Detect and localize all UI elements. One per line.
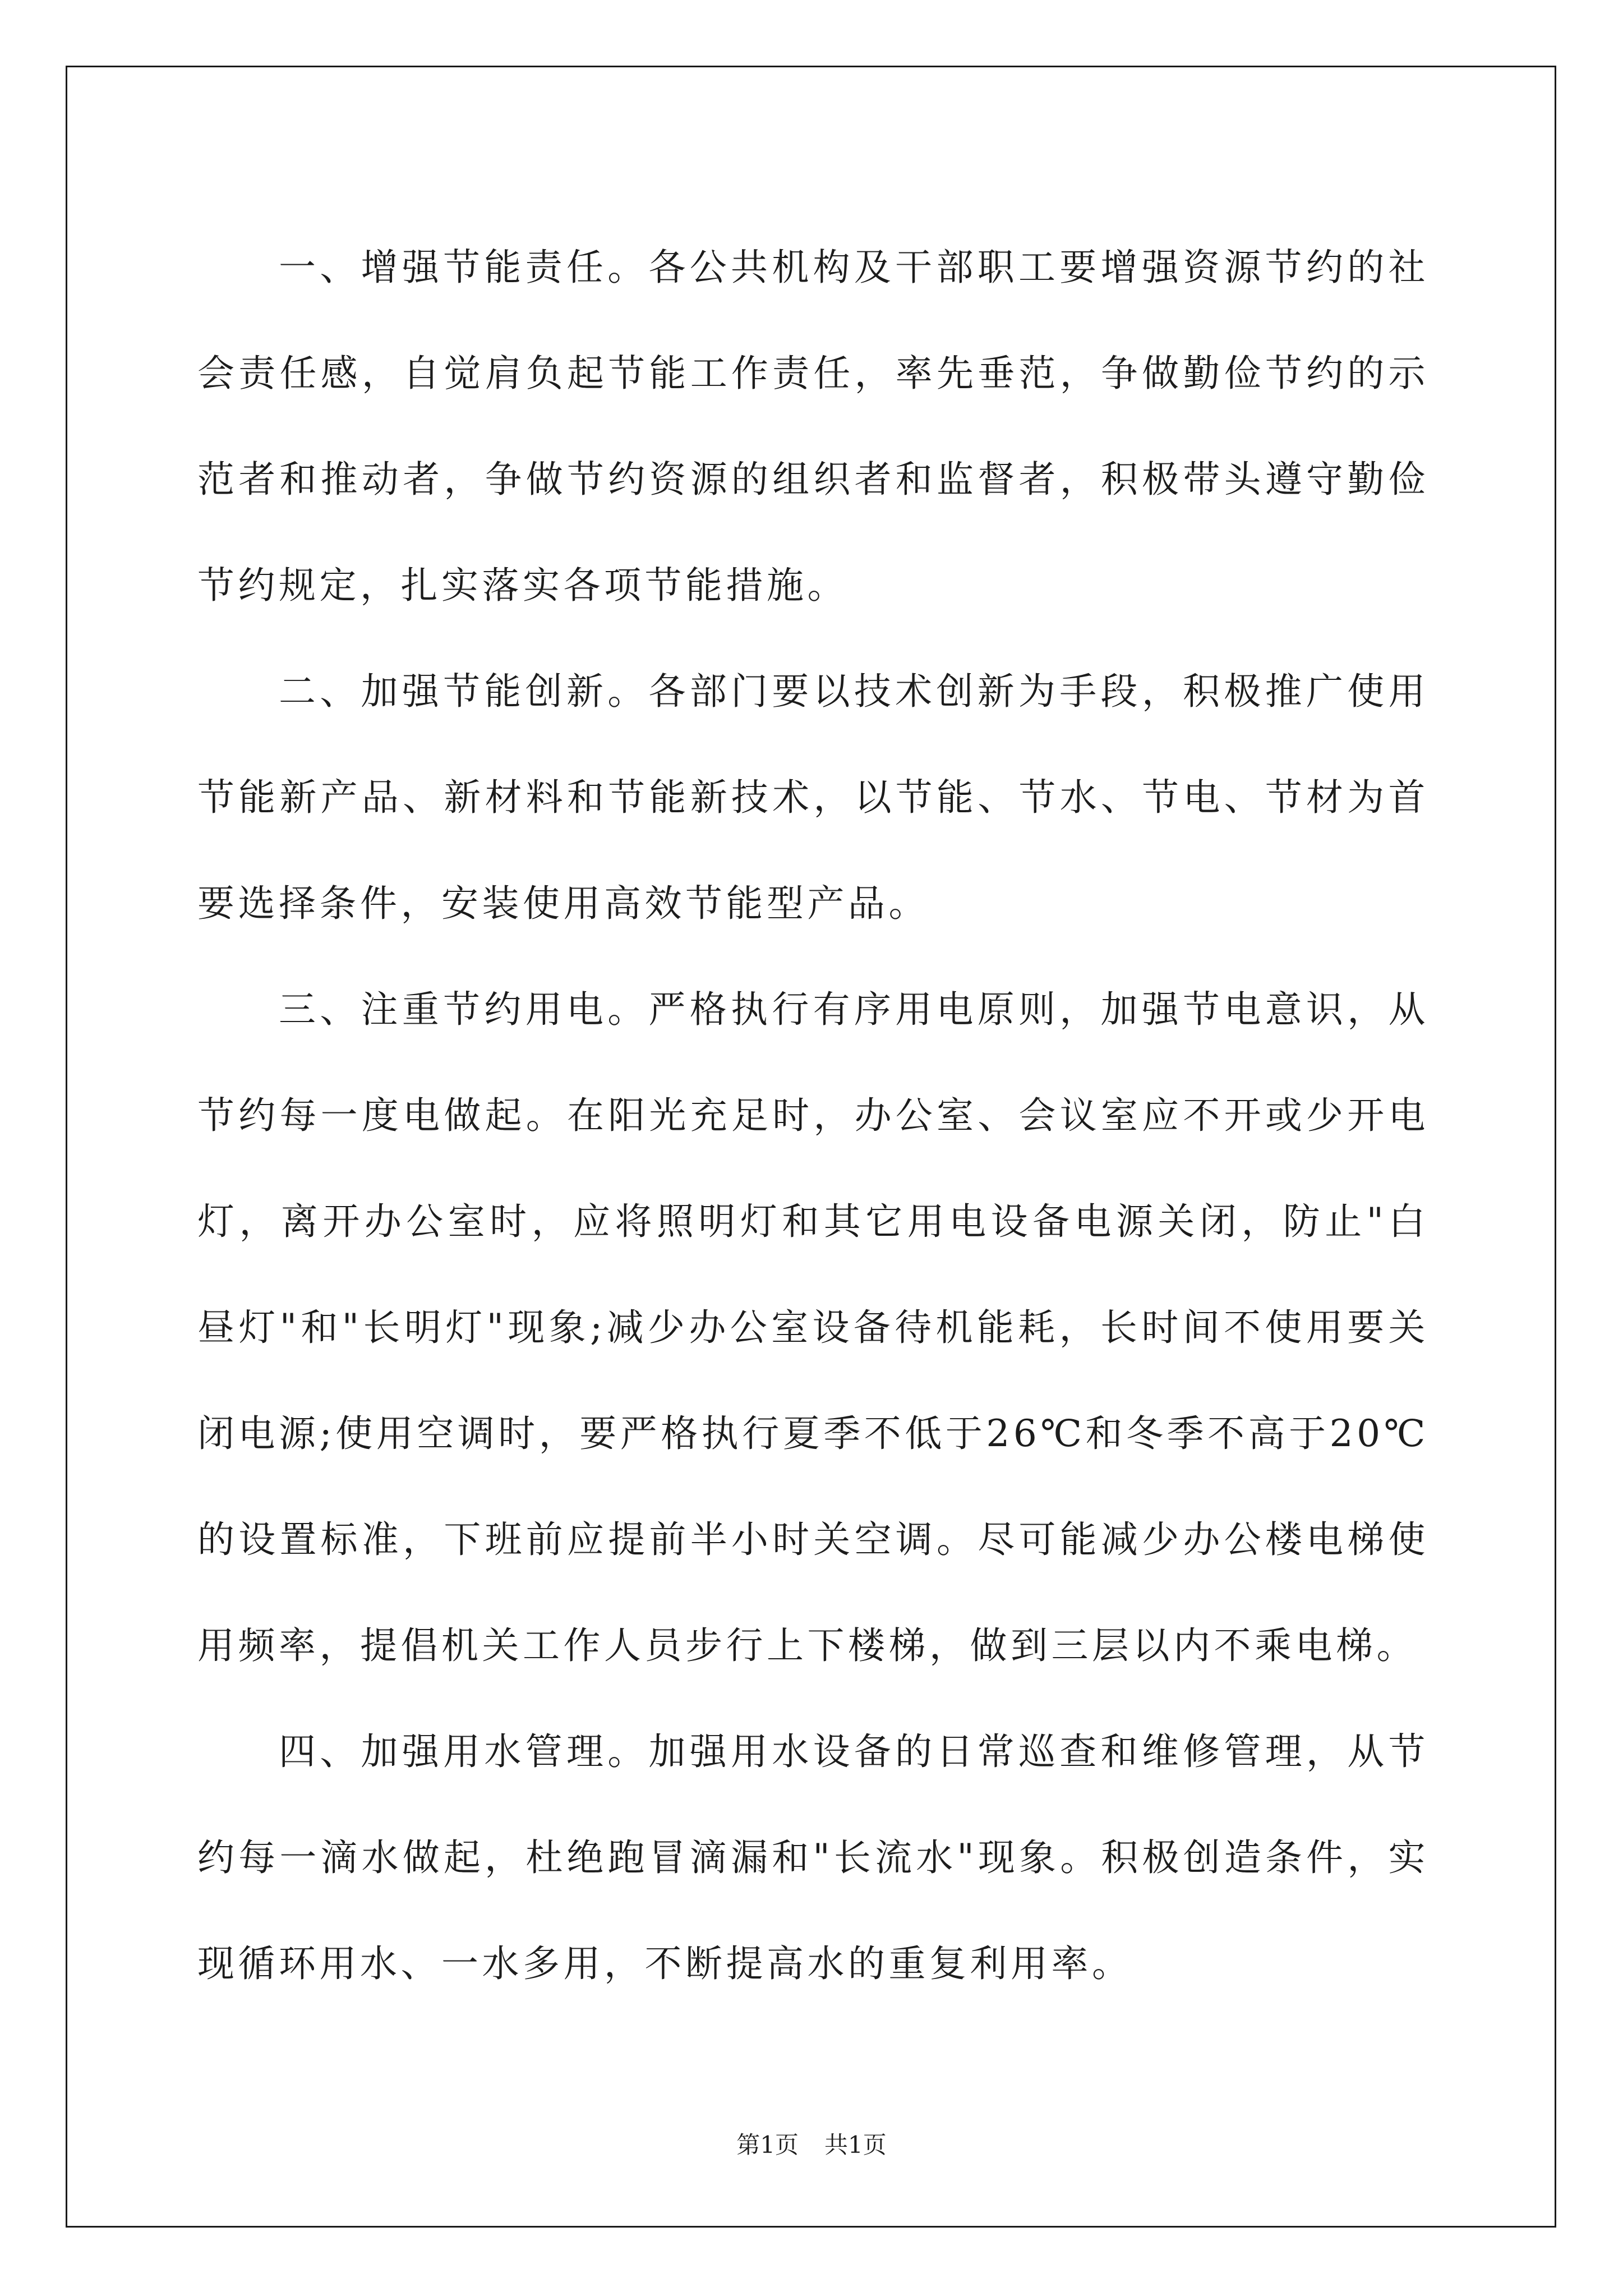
page-footer xyxy=(0,2129,1623,2161)
page-number: 第1页 xyxy=(736,2131,799,2159)
paragraph-2: 二、加强节能创新。各部门要以技术创新为手段，积极推广使用节能新产品、新材料和节能新技术，以节能、节水、节电、节材为首要选择条件，安装使用高效节能型产品。 xyxy=(197,670,1429,925)
paragraph-4: 四、加强用水管理。加强用水设备的日常巡查和维修管理，从节约每一滴水做起，杜绝跑冒滴漏和"长流水"现象。积极创造条件，实现循环用水、一水多用，不断提高水的重复利用率。 xyxy=(197,1730,1429,1985)
document-body xyxy=(197,214,1429,2017)
paragraph-3: 三、注重节约用电。严格执行有序用电原则，加强节电意识，从节约每一度电做起。在阳光充足时，办公室、会议室应不开或少开电灯，离开办公室时，应将照明灯和其它用电设备电源关闭，防止"白昼灯"和"长明灯"现象;减少办公室设备待机能耗，长时间不使用要关闭电源;使用空调时，要严格执行夏季不低于26℃和冬季不高于20℃的设置标准，下班前应提前半小时关空调。尽可能减少办公楼电梯使用频率，提倡机关工作人员步行上下楼梯，做到三层以内不乘电梯。 xyxy=(197,988,1429,1667)
paragraph-1: 一、增强节能责任。各公共机构及干部职工要增强资源节约的社会责任感，自觉肩负起节能工作责任，率先垂范，争做勤俭节约的示范者和推动者，争做节约资源的组织者和监督者，积极带头遵守勤俭节约规定，扎实落实各项节能措施。 xyxy=(197,246,1429,607)
page-total: 共1页 xyxy=(824,2131,887,2159)
